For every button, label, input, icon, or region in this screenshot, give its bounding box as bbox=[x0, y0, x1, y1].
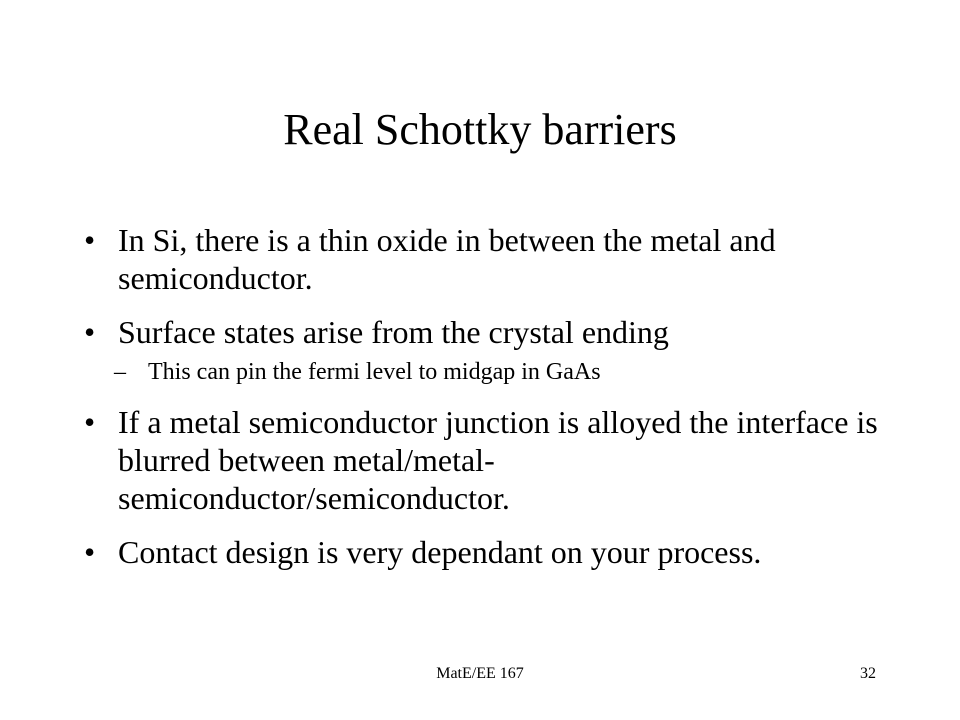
bullet-item bbox=[84, 533, 884, 571]
bullet-marker: • bbox=[84, 404, 96, 440]
bullet-text: Surface states arise from the crystal ending bbox=[118, 314, 669, 350]
bullet-list bbox=[84, 221, 884, 587]
bullet-item bbox=[84, 221, 884, 297]
footer-course: MatE/EE 167 bbox=[436, 665, 524, 682]
footer-page-number: 32 bbox=[860, 665, 876, 682]
bullet-item bbox=[84, 313, 884, 351]
sub-bullet-item bbox=[84, 357, 884, 387]
sub-bullet-text: This can pin the fermi level to midgap in GaAs bbox=[148, 359, 601, 385]
sub-bullet-marker: – bbox=[114, 359, 126, 385]
bullet-marker: • bbox=[84, 222, 96, 258]
bullet-marker: • bbox=[84, 314, 96, 350]
bullet-text: Contact design is very dependant on your process. bbox=[118, 534, 762, 570]
bullet-marker: • bbox=[84, 534, 96, 570]
bullet-text: If a metal semiconductor junction is alloyed the interface is blurred between metal/metal-semiconductor/semiconductor. bbox=[118, 404, 878, 516]
bullet-text: In Si, there is a thin oxide in between the metal and semiconductor. bbox=[118, 222, 776, 296]
sub-bullet-list bbox=[84, 357, 884, 387]
slide-title: Real Schottky barriers bbox=[283, 105, 677, 154]
bullet-item bbox=[84, 403, 884, 517]
